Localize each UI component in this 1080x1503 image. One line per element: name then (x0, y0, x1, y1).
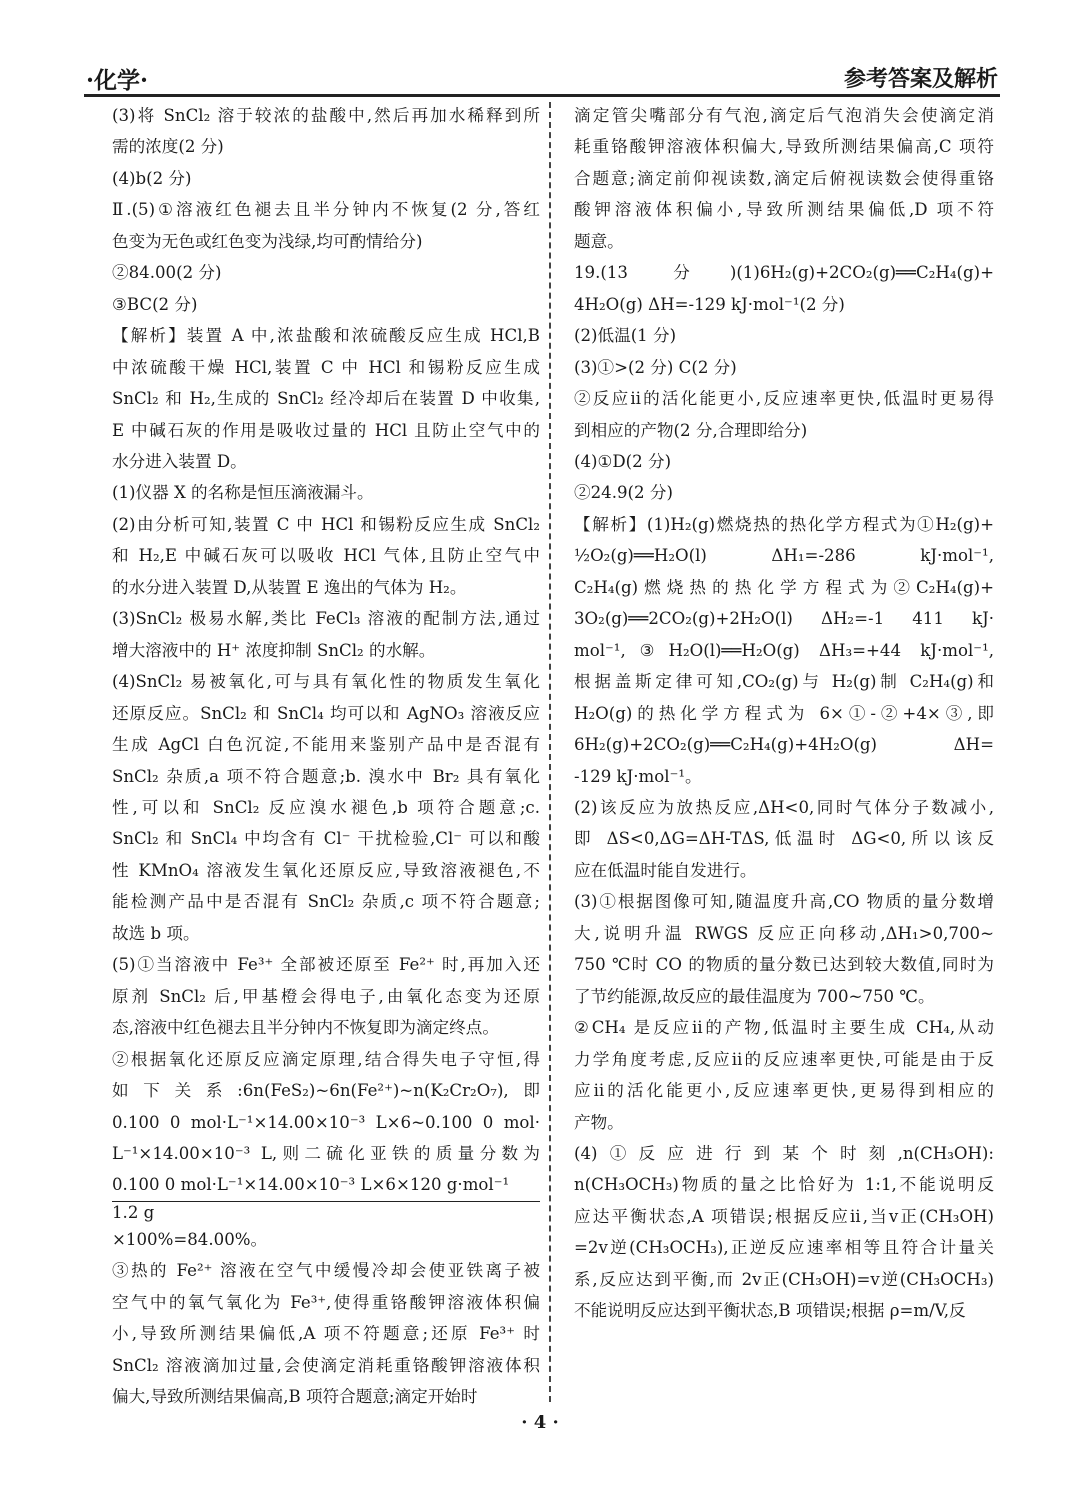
right-column-line: (4)①反应进行到某个时刻,n(CH₃OH): (574, 1143, 994, 1163)
right-column-line: (4)①D(2 分) (574, 451, 672, 471)
left-column-line: 的水分进入装置 D,从装置 E 逸出的气体为 H₂。 (112, 577, 467, 597)
right-column-line: 根据盖斯定律可知,CO₂(g)与 H₂(g)制 C₂H₄(g)和 (574, 672, 994, 692)
left-column-line: 和 H₂,E 中碱石灰可以吸收 HCl 气体,且防止空气中 (112, 546, 540, 566)
right-column-line: 产物。 (574, 1112, 624, 1132)
right-column-line: 应ⅱ的活化能更小,反应速率更快,更易得到相应的 (574, 1081, 994, 1101)
left-column-line: 生成 AgCl 白色沉淀,不能用来鉴别产品中是否混有 (112, 735, 540, 755)
subject-label: ·化学· (86, 67, 149, 94)
column-divider (549, 102, 551, 1402)
right-column-line: (2)该反应为放热反应,ΔH<0,同时气体分子数减小, (574, 797, 994, 817)
left-column-line: 原剂 SnCl₂ 后,甲基橙会得电子,由氧化态变为还原 (112, 986, 540, 1006)
left-column-line: 水分进入装置 D。 (112, 451, 247, 471)
right-column-line: 19.(13 分)(1)6H₂(g)+2CO₂(g)══C₂H₄(g)+ (574, 263, 994, 283)
right-column-line: (3)①根据图像可知,随温度升高,CO 物质的量分数增 (574, 892, 994, 912)
right-column-line: n(CH₃OCH₃)物质的量之比恰好为 1:1,不能说明反 (574, 1175, 994, 1195)
left-column-line: ②根据氧化还原反应滴定原理,结合得失电子守恒,得 (112, 1049, 540, 1069)
left-column-line: 性 KMnO₄ 溶液发生氧化还原反应,导致溶液褪色,不 (112, 860, 540, 880)
left-column-line: 空气中的氧气氧化为 Fe³⁺,使得重铬酸钾溶液体积偏 (112, 1292, 540, 1312)
right-column-line: ②反应ⅱ的活化能更小,反应速率更快,低温时更易得 (574, 389, 994, 409)
left-column-line: (3)SnCl₂ 极易水解,类比 FeCl₃ 溶液的配制方法,通过 (112, 609, 540, 629)
right-column-line: 酸钾溶液体积偏小,导致所测结果偏低,D 项不符 (574, 200, 994, 220)
left-column-line: (2)由分析可知,装置 C 中 HCl 和锡粉反应生成 SnCl₂ (112, 514, 540, 534)
right-column-line: 到相应的产物(2 分,合理即给分) (574, 420, 808, 440)
right-column-line: 不能说明反应达到平衡状态,B 项错误;根据 ρ=m/V,反 (574, 1301, 966, 1321)
header-title: 参考答案及解析 (843, 66, 998, 92)
left-column-line: SnCl₂ 溶液滴加过量,会使滴定消耗重铬酸钾溶液体积 (112, 1355, 540, 1375)
right-column-line: (3)①>(2 分) C(2 分) (574, 357, 737, 377)
left-column-line: 态,溶液中红色褪去且半分钟内不恢复即为滴定终点。 (112, 1018, 499, 1038)
left-column-line: (5)①当溶液中 Fe³⁺ 全部被还原至 Fe²⁺ 时,再加入还 (112, 955, 540, 975)
right-column-line: 【解析】(1)H₂(g)燃烧热的热化学方程式为①H₂(g)+ (574, 514, 994, 534)
right-column-line: 即 ΔS<0,ΔG=ΔH-TΔS,低温时 ΔG<0,所以该反 (574, 829, 994, 849)
left-column-line: 性,可以和 SnCl₂ 反应溴水褪色,b 项符合题意;c. (112, 797, 540, 817)
left-column-line: ×100%=84.00%。 (112, 1229, 268, 1249)
right-column-line: 了节约能源,故反应的最佳温度为 700~750 ℃。 (574, 986, 935, 1006)
left-column-line: 故选 b 项。 (112, 923, 200, 943)
right-column-line: 3O₂(g)══2CO₂(g)+2H₂O(l) ΔH₂=-1 411 kJ· (574, 609, 994, 629)
left-column-line: E 中碱石灰的作用是吸收过量的 HCl 且防止空气中的 (112, 420, 540, 440)
left-column-line: 偏大,导致所测结果偏高,B 项符合题意;滴定开始时 (112, 1387, 478, 1407)
left-column-line: 还原反应。SnCl₂ 和 SnCl₄ 均可以和 AgNO₃ 溶液反应 (112, 703, 540, 723)
left-column-line: 如下关系:6n(FeS₂)~6n(Fe²⁺)~n(K₂Cr₂O₇),即 (112, 1081, 540, 1101)
left-column-line: 能检测产品中是否混有 SnCl₂ 杂质,c 项不符合题意; (112, 892, 540, 912)
right-column-line: -129 kJ·mol⁻¹。 (574, 766, 702, 786)
right-column-line: ②CH₄ 是反应ⅱ的产物,低温时主要生成 CH₄,从动 (574, 1018, 994, 1038)
right-column-line: 力学角度考虑,反应ⅱ的反应速率更快,可能是由于反 (574, 1049, 994, 1069)
page-header (84, 58, 1000, 97)
left-column-line: ③热的 Fe²⁺ 溶液在空气中缓慢冷却会使亚铁离子被 (112, 1261, 540, 1281)
left-column-line: ③BC(2 分) (112, 294, 198, 314)
right-column-line: 耗重铬酸钾溶液体积偏大,导致所测结果偏高,C 项符 (574, 137, 994, 157)
left-column-line: 0.100 0 mol·L⁻¹×14.00×10⁻³ L×6~0.100 0 mol· (112, 1112, 540, 1132)
left-column-line: 小,导致所测结果偏低,A 项不符题意;还原 Fe³⁺ 时 (112, 1324, 540, 1344)
left-column-line: 色变为无色或红色变为浅绿,均可酌情给分) (112, 231, 423, 251)
left-column-line: 【解析】装置 A 中,浓盐酸和浓硫酸反应生成 HCl,B (112, 326, 540, 346)
left-column-line: L⁻¹×14.00×10⁻³ L,则二硫化亚铁的质量分数为 (112, 1143, 540, 1163)
left-column (112, 100, 540, 1413)
page-number: · 4 · (521, 1412, 559, 1433)
left-column-line: SnCl₂ 杂质,a 项不符合题意;b. 溴水中 Br₂ 具有氧化 (112, 766, 540, 786)
left-column-line: SnCl₂ 和 SnCl₄ 中均含有 Cl⁻ 干扰检验,Cl⁻ 可以和酸 (112, 829, 540, 849)
right-column-line: 4H₂O(g) ΔH=-129 kJ·mol⁻¹(2 分) (574, 294, 845, 314)
left-column-line: 增大溶液中的 H⁺ 浓度抑制 SnCl₂ 的水解。 (112, 640, 436, 660)
left-column-line: 0.100 0 mol·L⁻¹×14.00×10⁻³ L×6×120 g·mol⁻¹ (112, 1169, 540, 1201)
left-column-line: ②84.00(2 分) (112, 263, 222, 283)
right-column-line: 合题意;滴定前仰视读数,滴定后俯视读数会使得重铬 (574, 168, 994, 188)
right-column-line: 应达平衡状态,A 项错误;根据反应ⅱ,当v正(CH₃OH) (574, 1206, 994, 1226)
right-column (574, 100, 994, 1327)
right-column-line: 滴定管尖嘴部分有气泡,滴定后气泡消失会使滴定消 (574, 106, 994, 125)
left-column-line: (1)仪器 X 的名称是恒压滴液漏斗。 (112, 483, 374, 503)
right-column-line: mol⁻¹,③H₂O(l)══H₂O(g) ΔH₃=+44 kJ·mol⁻¹, (574, 640, 994, 660)
left-column-line: 需的浓度(2 分) (112, 137, 224, 157)
left-column-line: Ⅱ.(5)①溶液红色褪去且半分钟内不恢复(2 分,答红 (112, 200, 540, 220)
right-column-line: =2v逆(CH₃OCH₃),正逆反应速率相等且符合计量关 (574, 1238, 994, 1258)
left-column-line: 1.2 g (112, 1202, 155, 1222)
right-column-line: ½O₂(g)══H₂O(l) ΔH₁=-286 kJ·mol⁻¹, (574, 546, 994, 566)
left-column-line: 中浓硫酸干燥 HCl,装置 C 中 HCl 和锡粉反应生成 (112, 357, 540, 377)
right-column-line: ②24.9(2 分) (574, 483, 673, 503)
left-column-line: (3)将 SnCl₂ 溶于较浓的盐酸中,然后再加水稀释到所 (112, 106, 540, 125)
left-column-line: SnCl₂ 和 H₂,生成的 SnCl₂ 经冷却后在装置 D 中收集, (112, 389, 540, 409)
left-column-line: (4)b(2 分) (112, 168, 192, 188)
right-column-line: 750 ℃时 CO 的物质的量分数已达到较大数值,同时为 (574, 955, 994, 975)
right-column-line: 系,反应达到平衡,而 2v正(CH₃OH)=v逆(CH₃OCH₃) (574, 1269, 994, 1289)
right-column-line: 6H₂(g)+2CO₂(g)══C₂H₄(g)+4H₂O(g) ΔH= (574, 735, 994, 755)
right-column-line: 大,说明升温 RWGS 反应正向移动,ΔH₁>0,700~ (574, 923, 994, 943)
right-column-line: (2)低温(1 分) (574, 326, 677, 346)
right-column-line: C₂H₄(g)燃烧热的热化学方程式为②C₂H₄(g)+ (574, 577, 994, 597)
right-column-line: H₂O(g)的热化学方程式为 6×①-②+4×③,即 (574, 703, 994, 723)
right-column-line: 题意。 (574, 231, 624, 251)
right-column-line: 应在低温时能自发进行。 (574, 860, 757, 880)
left-column-line: (4)SnCl₂ 易被氧化,可与具有氧化性的物质发生氧化 (112, 672, 540, 692)
